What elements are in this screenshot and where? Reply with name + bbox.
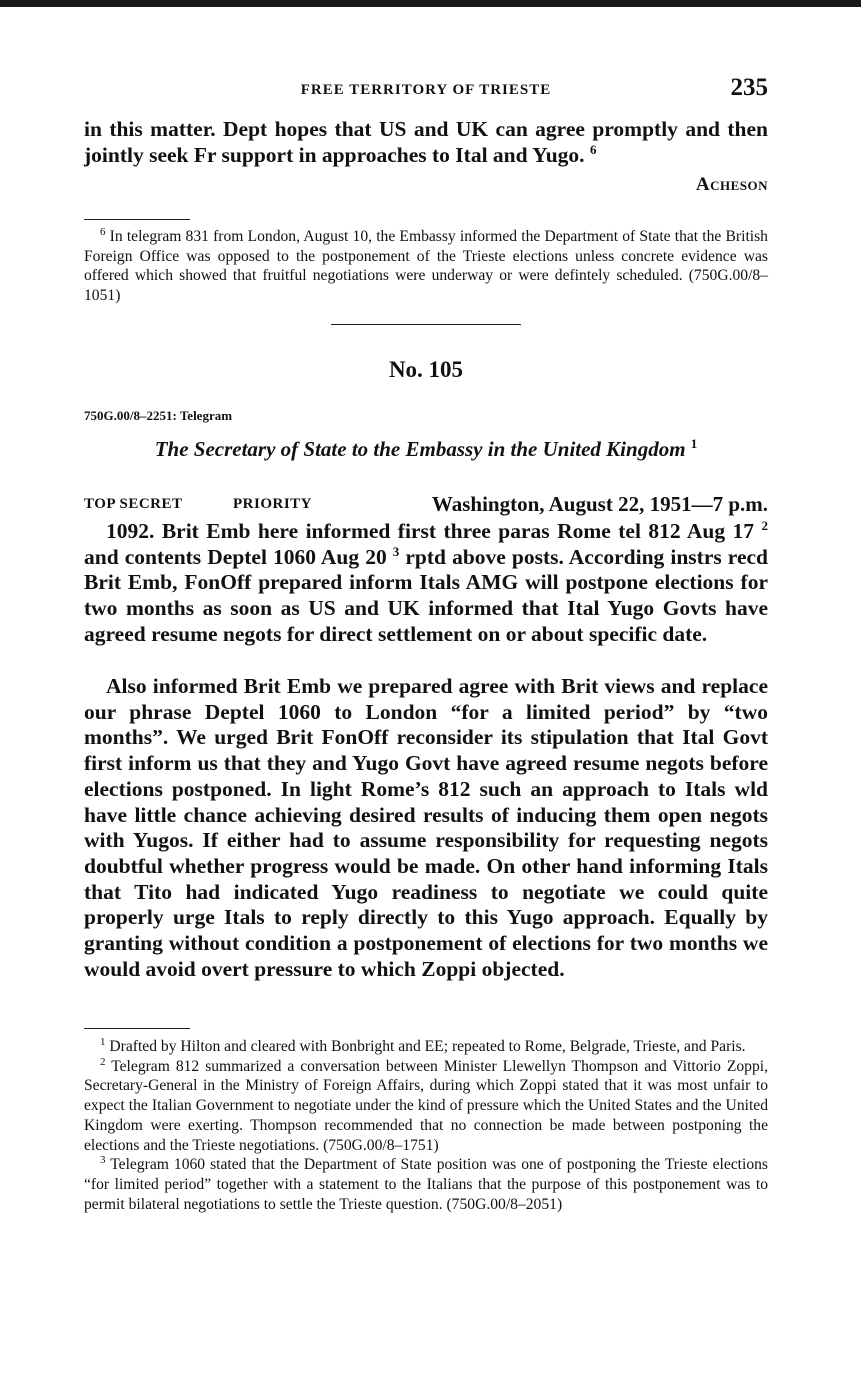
- footnote-ref-6: 6: [589, 141, 597, 157]
- running-header: [84, 74, 768, 108]
- footnote-text: Telegram 1060 stated that the Department of State position was one of postponing the Trieste elections “for limited period” together with a statement to the Italians that the purpose of this postponement was to permit bilateral negotiations to settle the Trieste question. (750G.00/8–2051): [84, 1156, 769, 1213]
- footnote-text: Drafted by Hilton and cleared with Bonbright and EE; repeated to Rome, Belgrade, Trieste, and Paris.: [109, 1038, 746, 1055]
- page-top-edge: [0, 0, 861, 7]
- footnote-ref-3: 3: [392, 543, 400, 559]
- footnote-6: [84, 227, 768, 306]
- paragraph-1-part-3: rptd above posts. According instrs recd Brit Emb, FonOff prepared inform Itals AMG will postpone elections for two months as soon as US and UK informed that Ital Yugo Govts have agreed resume negots for direct settlement on or about specific date.: [84, 544, 769, 646]
- running-title: FREE TERRITORY OF TRIESTE: [300, 82, 552, 98]
- footnote-ref-2: 2: [761, 517, 769, 533]
- footnote-separator: [84, 219, 190, 220]
- footnote-marker: 2: [100, 1055, 106, 1068]
- footnote-3: [84, 1155, 768, 1214]
- document-title-text: The Secretary of State to the Embassy in the United Kingdom: [154, 437, 686, 461]
- paragraph-1-part-1: 1092. Brit Emb here informed first three paras Rome tel 812 Aug 17: [106, 519, 755, 543]
- dateline: [84, 492, 768, 518]
- footnote-2: [84, 1057, 768, 1156]
- section-divider: [331, 324, 521, 325]
- priority: PRIORITY: [233, 496, 313, 512]
- document-number: No. 105: [388, 357, 464, 382]
- footnote-1: [84, 1037, 768, 1057]
- document-title: [84, 437, 768, 462]
- footnote-marker: 1: [100, 1035, 106, 1048]
- continuation-text: in this matter. Dept hopes that US and UK can agree promptly and then jointly seek Fr support in approaches to Ital and Yugo.: [84, 117, 768, 167]
- paragraph-1-part-2: and contents Deptel 1060 Aug 20: [84, 544, 387, 569]
- file-reference: 750G.00/8–2251: Telegram: [84, 408, 233, 423]
- footnote-marker: 3: [100, 1154, 106, 1167]
- place-date: Washington, August 22, 1951—7 p.m.: [431, 492, 768, 516]
- paragraph-2: Also informed Brit Emb we prepared agree with Brit views and replace our phrase Deptel 1060 to London “for a limited period” by “two months”. We urged Brit FonOff reconsider its stipulation that Ital Govt first inform us that they and Yugo Govt have agreed resume negots before elections postponed. In light Rome’s 812 such an approach to Itals wld have little chance achieving desired results of inducing them open negots with Yugos. If either had to assume responsibility for requesting negots doubtful whether progress would be made. On other hand informing Itals that Tito had indicated Yugo readiness to negotiate we could quite properly urge Itals to reply directly to this Yugo approach. Equally by granting without condition a postponement of elections for two months we would avoid overt pressure to which Zoppi objected.: [84, 674, 768, 981]
- footnote-marker: 6: [100, 225, 106, 238]
- footnote-ref-1: 1: [690, 436, 698, 451]
- footnote-text: In telegram 831 from London, August 10, the Embassy informed the Department of State that the British Foreign Office was opposed to the postponement of the Trieste elections unless concrete evidence was offered which showed that fruitful negotiations were underway or were defintely scheduled. (750G.00/8–1051): [84, 228, 768, 305]
- paragraph-1: [84, 519, 768, 648]
- continuation-paragraph: [84, 117, 768, 168]
- signature: [84, 174, 768, 196]
- footnotes: [84, 1037, 768, 1214]
- classification: TOP SECRET: [84, 496, 183, 512]
- footnotes-separator: [84, 1028, 190, 1029]
- page-number: 235: [730, 74, 768, 101]
- footnote-text: Telegram 812 summarized a conversation between Minister Llewellyn Thompson and Vittorio Zoppi, Secretary-General in the Ministry of Foreign Affairs, during which Zoppi stated that it was most unfair to expect the Italian Government to negotiate under the kind of pressure which the United States and the United Kingdom were exerting. Thompson recommended that no connection be made between postponing the elections and the Trieste negotiations. (750G.00/8–1751): [84, 1057, 768, 1154]
- signature-name: Acheson: [695, 174, 768, 195]
